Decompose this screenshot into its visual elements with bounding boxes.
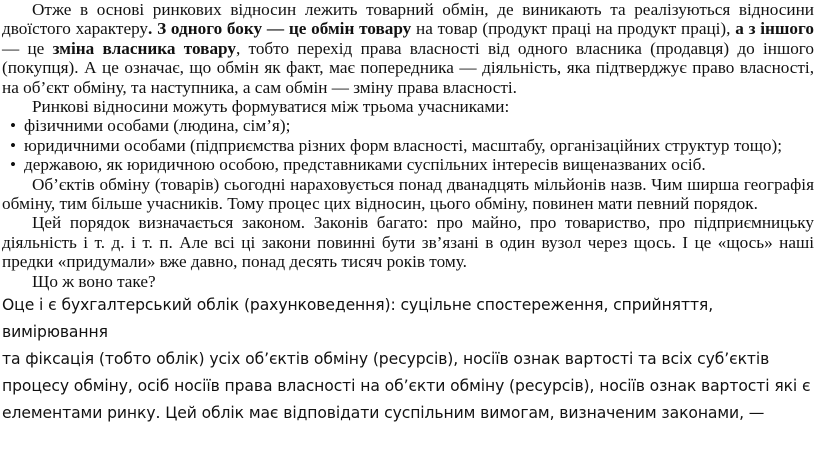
bullet-icon: • (9, 135, 17, 155)
bold-run: . З одного боку — це обмін товару (148, 19, 412, 39)
paragraph-exchange (2, 0, 814, 97)
text-run: , тобто перехід права власності від одного власника (продавця) до іншого (покупця). А це означає, що обмін як факт, має попередника — діяльність, яка підтверджує право власності, на об’єкт обміну, та наступника, а сам обмін — зміну права власності. (2, 38, 814, 97)
sans-line: процесу обміну, осіб носіїв права власності на об’єкти обміну (ресурсів), носіїв ознак вартості які є (2, 377, 811, 396)
serif-text-block (2, 0, 814, 291)
bold-run: зміна власника товару (52, 38, 236, 58)
list-item-text: державою, як юридичною особою, представниками суспільних інтересів вищеназваних осіб. (24, 155, 706, 175)
paragraph-objects: Об’єктів обміну (товарів) сьогодні нараховується понад дванадцять мільйонів назв. Чим ширша географія обміну, тим більше учасників. Тому процес цих відносин, цього обміну, повинен мати певний порядок. (2, 174, 814, 214)
sans-line: Оце і є бухгалтерський облік (рахунковедення): суцільне спостереження, сприйняття, вимірювання (2, 296, 714, 342)
text-run: Отже в основі ринкових відносин лежить товарний обмін, де виникають та реалізуються відносини двоїстого характеру (2, 0, 814, 39)
text-run: на товар (продукт праці на продукт праці), (411, 19, 736, 39)
list-item (2, 155, 814, 174)
paragraph-question: Що ж воно таке? (32, 271, 156, 291)
bold-run: а з іншого (735, 19, 814, 39)
sans-text-block (2, 292, 814, 427)
paragraph-law: Цей порядок визначається законом. Законів багато: про майно, про товариство, про підприємницьку діяльність і т. д. і т. п. Але всі ці закони повинні бути зв’язані в один вузол через щось. І це «щось» наші предки «придумали» вже давно, понад десять тисяч років тому. (2, 213, 814, 272)
bullet-icon: • (9, 116, 17, 136)
bullet-icon: • (9, 155, 17, 175)
list-item (2, 136, 814, 155)
sans-line: елементами ринку. Цей облік має відповідати суспільним вимогам, визначеним законами, — (2, 404, 765, 423)
paragraph-participants: Ринкові відносини можуть формуватися між трьома учасниками: (32, 97, 510, 117)
sans-line: та фіксація (тобто облік) усіх об’єктів обміну (ресурсів), носіїв ознак вартості та всіх суб’єктів (2, 350, 770, 369)
list-item (2, 116, 814, 135)
text-run: — це (2, 38, 53, 58)
list-item-text: юридичними особами (підприємства різних форм власності, масштабу, організаційних структур тощо); (24, 135, 783, 155)
list-item-text: фізичними особами (людина, сім’я); (24, 116, 291, 136)
